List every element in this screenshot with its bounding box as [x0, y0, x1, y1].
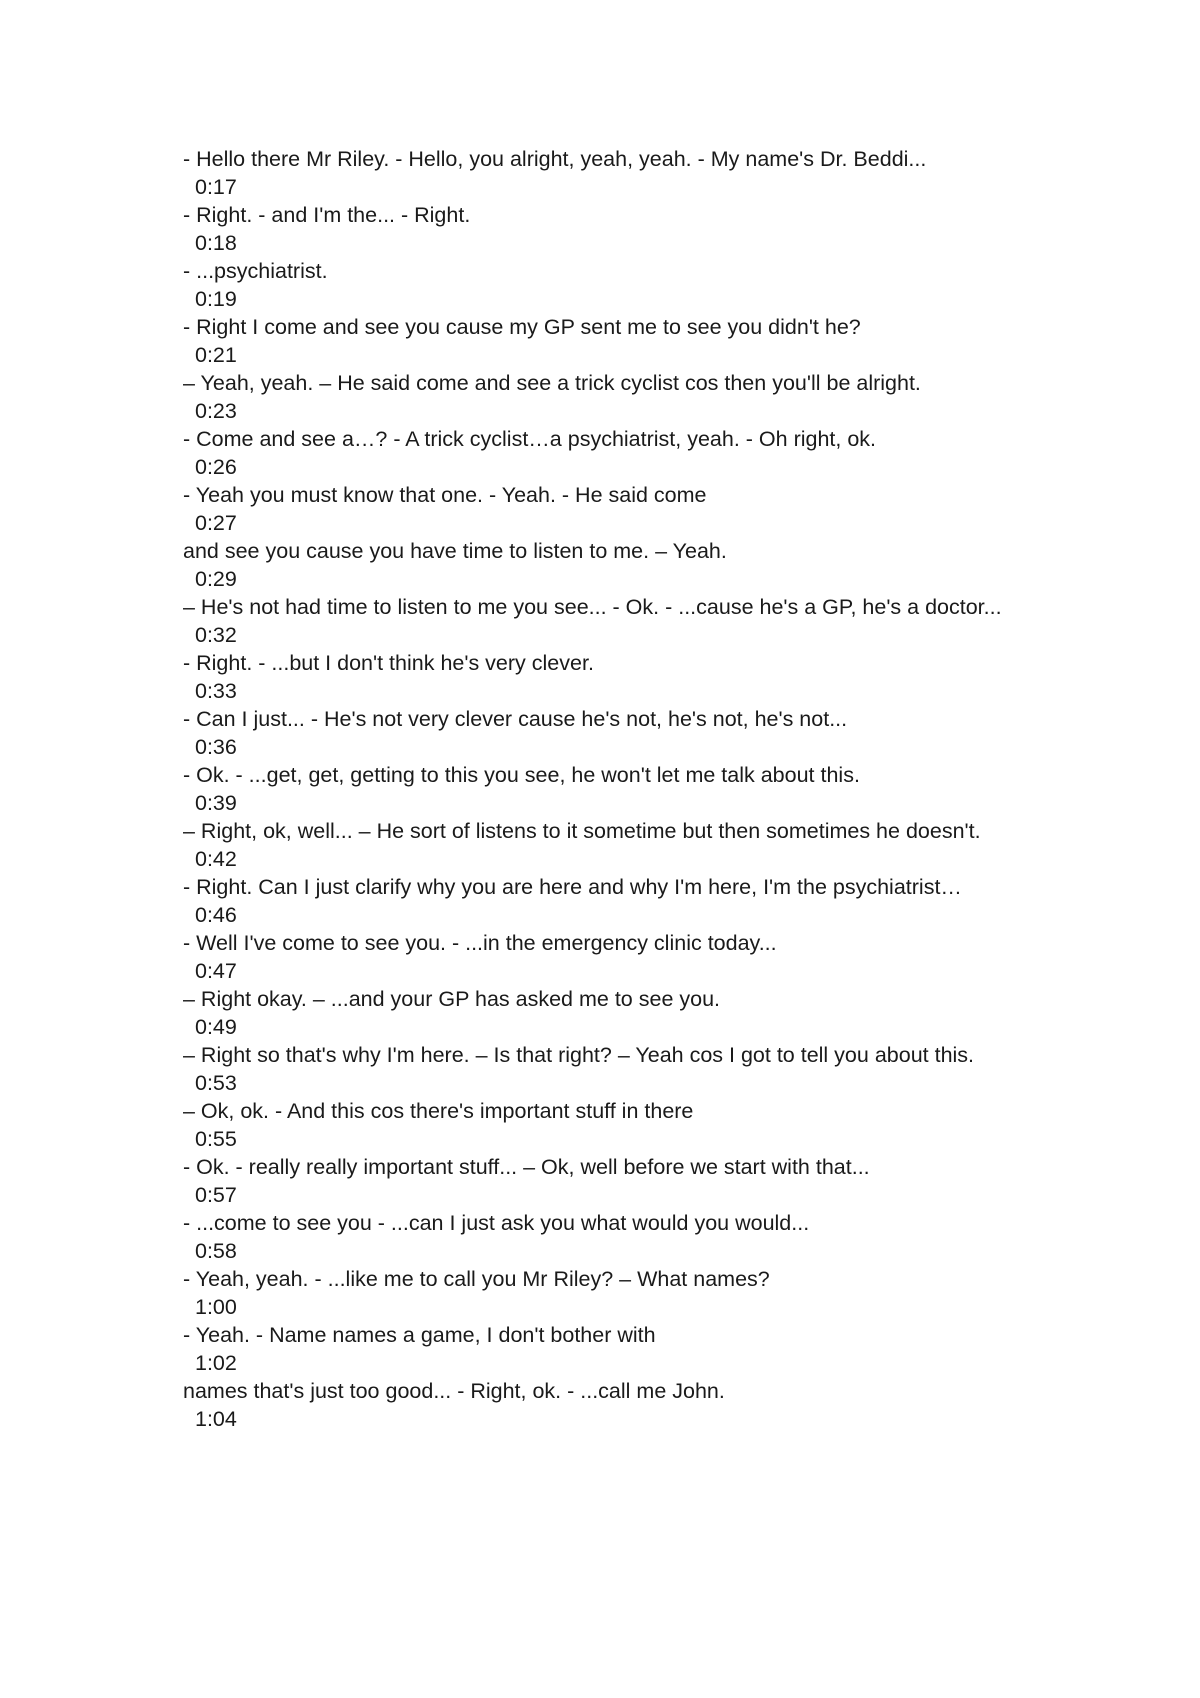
timestamp: 1:04 [195, 1407, 237, 1431]
timestamp: 0:55 [195, 1127, 237, 1151]
timestamp: 0:23 [195, 399, 237, 423]
timestamp: 0:19 [195, 287, 237, 311]
transcript-line: names that's just too good... - Right, ok. - ...call me John. [183, 1379, 725, 1403]
transcript-line: - Yeah. - Name names a game, I don't bother with [183, 1323, 656, 1347]
transcript-line: - Yeah you must know that one. - Yeah. - He said come [183, 483, 707, 507]
transcript-line: – Right, ok, well... – He sort of listens to it sometime but then sometimes he doesn't. [183, 819, 981, 843]
transcript-line: - Right. - ...but I don't think he's very clever. [183, 651, 594, 675]
transcript-line: - Come and see a…? - A trick cyclist…a psychiatrist, yeah. - Oh right, ok. [183, 427, 877, 451]
timestamp: 0:39 [195, 791, 237, 815]
timestamp: 0:36 [195, 735, 237, 759]
transcript-line: - Hello there Mr Riley. - Hello, you alright, yeah, yeah. - My name's Dr. Beddi... [183, 147, 927, 171]
timestamp: 0:21 [195, 343, 237, 367]
transcript-body [183, 145, 1043, 1433]
timestamp: 0:53 [195, 1071, 237, 1095]
transcript-line: - Right. Can I just clarify why you are here and why I'm here, I'm the psychiatrist… [183, 875, 962, 899]
transcript-line: - ...psychiatrist. [183, 259, 328, 283]
transcript-line: and see you cause you have time to listen to me. – Yeah. [183, 539, 727, 563]
timestamp: 0:58 [195, 1239, 237, 1263]
timestamp: 0:27 [195, 511, 237, 535]
transcript-line: - Ok. - really really important stuff... – Ok, well before we start with that... [183, 1155, 870, 1179]
transcript-line: – Yeah, yeah. – He said come and see a trick cyclist cos then you'll be alright. [183, 371, 921, 395]
timestamp: 1:02 [195, 1351, 237, 1375]
timestamp: 0:26 [195, 455, 237, 479]
timestamp: 0:42 [195, 847, 237, 871]
timestamp: 0:33 [195, 679, 237, 703]
transcript-line: – Right so that's why I'm here. – Is that right? – Yeah cos I got to tell you about this. [183, 1043, 975, 1067]
timestamp: 0:18 [195, 231, 237, 255]
transcript-line: - Right. - and I'm the... - Right. [183, 203, 471, 227]
transcript-line: - Right I come and see you cause my GP sent me to see you didn't he? [183, 315, 861, 339]
timestamp: 0:29 [195, 567, 237, 591]
timestamp: 0:32 [195, 623, 237, 647]
transcript-line: - ...come to see you - ...can I just ask you what would you would... [183, 1211, 810, 1235]
timestamp: 0:17 [195, 175, 237, 199]
transcript-line: – He's not had time to listen to me you see... - Ok. - ...cause he's a GP, he's a doctor... [183, 595, 1002, 619]
transcript-line: - Ok. - ...get, get, getting to this you see, he won't let me talk about this. [183, 763, 860, 787]
transcript-line: - Can I just... - He's not very clever cause he's not, he's not, he's not... [183, 707, 848, 731]
transcript-line: – Right okay. – ...and your GP has asked me to see you. [183, 987, 721, 1011]
timestamp: 1:00 [195, 1295, 237, 1319]
transcript-line: - Yeah, yeah. - ...like me to call you Mr Riley? – What names? [183, 1267, 770, 1291]
timestamp: 0:46 [195, 903, 237, 927]
transcript-line: - Well I've come to see you. - ...in the emergency clinic today... [183, 931, 777, 955]
timestamp: 0:49 [195, 1015, 237, 1039]
timestamp: 0:47 [195, 959, 237, 983]
timestamp: 0:57 [195, 1183, 237, 1207]
transcript-line: – Ok, ok. - And this cos there's important stuff in there [183, 1099, 694, 1123]
